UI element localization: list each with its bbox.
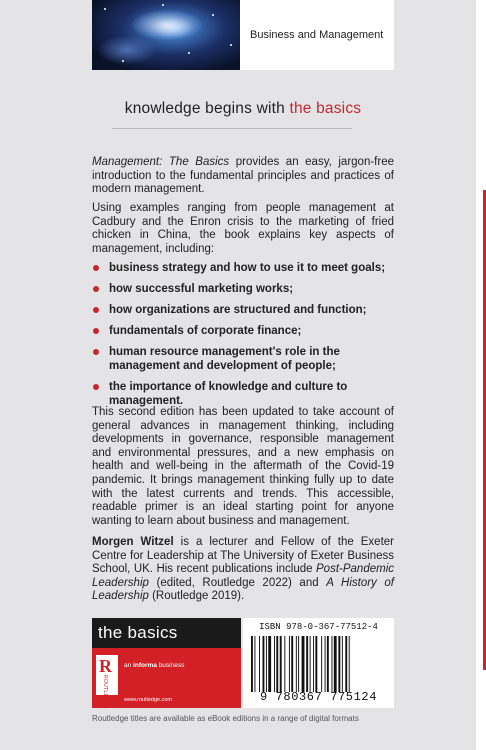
intro-text: provides an easy, jargon-free introduction to the fundamental principles and practices of modern management. xyxy=(92,156,394,196)
header-band xyxy=(92,0,394,70)
barcode-bar xyxy=(280,636,282,692)
barcode-bar xyxy=(263,636,265,692)
barcode-bar xyxy=(349,636,350,692)
barcode-bar xyxy=(254,636,255,692)
barcode-bar xyxy=(274,636,275,692)
publication-title: A History of Leadership xyxy=(92,576,394,603)
category-label: Business and Management xyxy=(250,29,384,41)
author-name: Morgen Witzel xyxy=(92,536,174,548)
barcode-bar xyxy=(251,636,253,692)
barcode-bar xyxy=(327,636,329,692)
list-item: human resource management's role in the management and development of people; xyxy=(92,346,394,373)
publisher-website: www.routledge.com xyxy=(124,697,172,703)
informa-line: an informa business xyxy=(124,662,185,669)
barcode-bar xyxy=(276,636,278,692)
barcode-bar xyxy=(296,636,297,692)
barcode-panel xyxy=(243,618,394,708)
intro-paragraph xyxy=(92,156,394,197)
bullet-icon xyxy=(93,307,99,313)
barcode-bar xyxy=(321,636,322,692)
barcode-bar xyxy=(266,636,267,692)
author-bio: Morgen Witzel is a lecturer and Fellow of the Exeter Centre for Leadership at The University of Exeter Business School, UK. His recent publications include Post-Pandemic Leadership (edited, Routledge 2022) and A History of Leadership (Routledge 2019). xyxy=(92,536,394,603)
list-item: how organizations are structured and function; xyxy=(92,304,394,318)
ebook-notice: Routledge titles are available as eBook editions in a range of digital formats xyxy=(92,714,359,723)
book-title: Management: The Basics xyxy=(92,156,230,168)
barcode-bar xyxy=(310,636,311,692)
barcode-bar xyxy=(268,636,271,692)
bullet-icon xyxy=(93,349,99,355)
bullet-icon xyxy=(93,328,99,334)
barcode-bar xyxy=(342,636,343,692)
barcode-bar xyxy=(313,636,314,692)
barcode-graphic xyxy=(251,636,391,692)
barcode-bar xyxy=(284,636,285,692)
series-title: the basics xyxy=(92,618,241,648)
barcode-digits: 9 780367 775124 xyxy=(259,690,378,704)
barcode-bar xyxy=(291,636,293,692)
routledge-logo: R ROUTLEDGE xyxy=(96,655,118,695)
barcode-bar xyxy=(302,636,305,692)
barcode-bar xyxy=(345,636,347,692)
bullet-icon xyxy=(93,265,99,271)
barcode-bar xyxy=(298,636,299,692)
examples-paragraph: Using examples ranging from people management at Cadbury and the Enron crisis to the marketing of fried chicken in China, the book explains key aspects of management, including: xyxy=(92,202,394,255)
barcode-bar xyxy=(315,636,317,692)
tagline-divider xyxy=(112,128,352,129)
bullet-icon xyxy=(93,384,99,390)
tagline-accent: the basics xyxy=(289,100,362,117)
edition-paragraph: This second edition has been updated to take account of general advances in management thinking, including developments in governance, responsible management and environmental pressures, and a new emphasis on health and well-being in the aftermath of the Covid-19 pandemic. It brings management thinking fully up to date with the latest currents and trends. This accessible, readable primer is an ideal starting point for anyone wanting to learn about business and management. xyxy=(92,406,394,527)
barcode-bar xyxy=(334,636,337,692)
topic-list xyxy=(92,262,394,416)
list-item: business strategy and how to use it to meet goals; xyxy=(92,262,394,276)
list-item: how successful marketing works; xyxy=(92,283,394,297)
series-panel xyxy=(92,618,241,708)
barcode-bar xyxy=(289,636,290,692)
barcode-bar xyxy=(338,636,340,692)
list-item: fundamentals of corporate finance; xyxy=(92,325,394,339)
barcode-bar xyxy=(259,636,260,692)
isbn-label: ISBN 978-0-367-77512-4 xyxy=(259,622,378,632)
galaxy-image xyxy=(92,0,240,70)
barcode-bar xyxy=(325,636,326,692)
tagline-prefix: knowledge begins with xyxy=(124,100,290,117)
bullet-icon xyxy=(93,286,99,292)
publication-title: Post-Pandemic Leadership xyxy=(92,563,394,589)
barcode-bar xyxy=(332,636,333,692)
barcode-bar xyxy=(306,636,308,692)
list-item: the importance of knowledge and culture to management. xyxy=(92,381,394,408)
category-label-box xyxy=(240,0,394,70)
tagline xyxy=(0,100,486,118)
